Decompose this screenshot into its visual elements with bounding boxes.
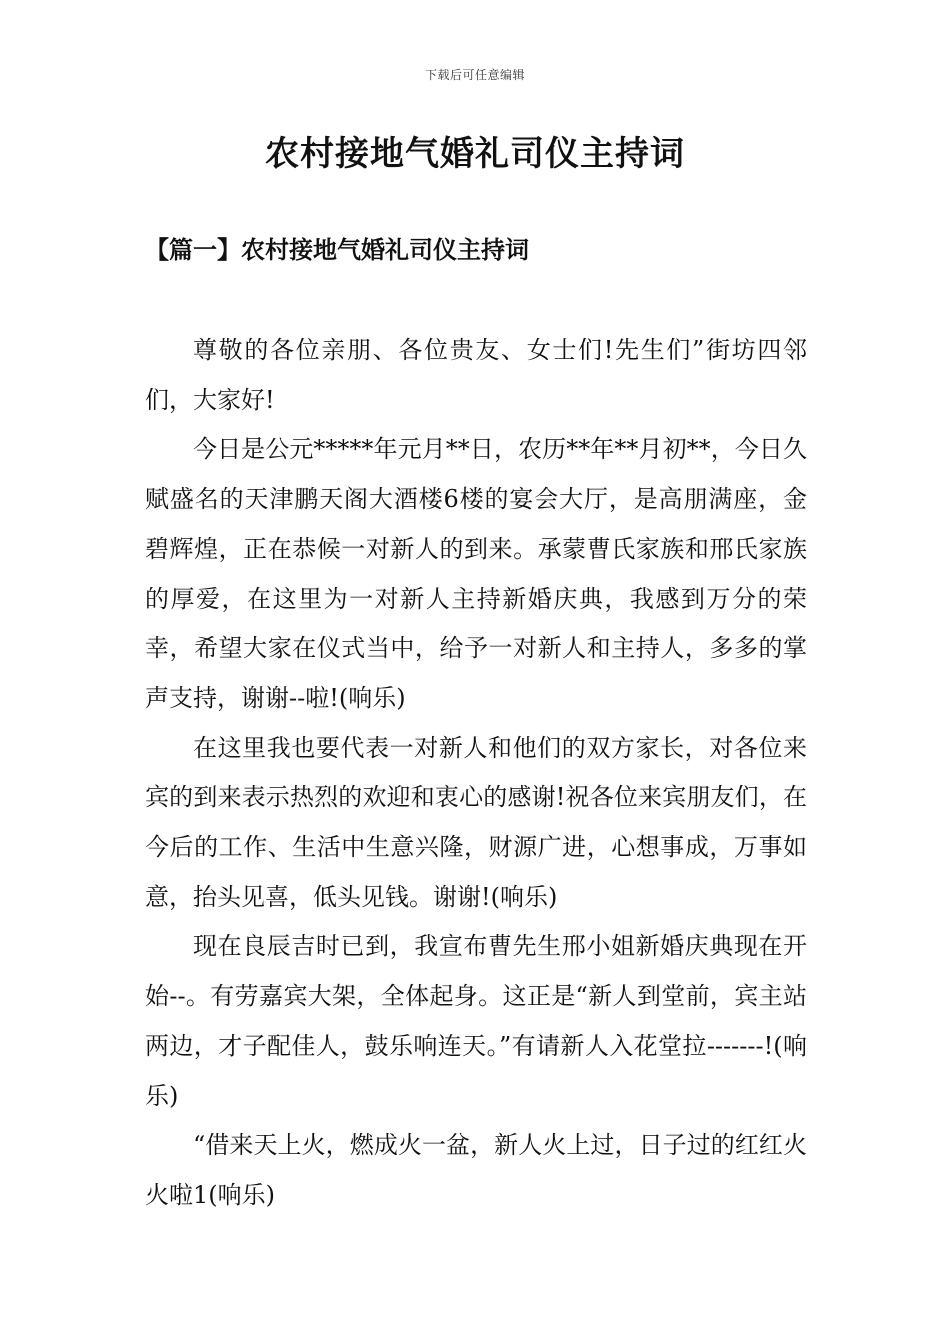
paragraph-greeting: 尊敬的各位亲朋、各位贵友、女士们!先生们”街坊四邻们，大家好! — [145, 336, 807, 414]
document-title: 农村接地气婚礼司仪主持词 — [265, 134, 685, 174]
document-body — [145, 326, 807, 1221]
paragraph-ceremony-start: 现在良辰吉时已到，我宣布曹先生邢小姐新婚庆典现在开始--。有劳嘉宾大架，全体起身。这正是“新人到堂前，宾主站两边，才子配佳人，鼓乐响连天。”有请新人入花堂拉-------!(响乐) — [145, 932, 807, 1110]
header-note: 下载后可任意编辑 — [424, 68, 525, 82]
section-heading: 【篇一】农村接地气婚礼司仪主持词 — [145, 235, 529, 264]
paragraph-fire-basin: “借来天上火，燃成火一盆，新人火上过，日子过的红红火火啦1(响乐) — [145, 1131, 807, 1209]
paragraph-welcome: 在这里我也要代表一对新人和他们的双方家长，对各位来宾的到来表示热烈的欢迎和衷心的感谢!祝各位来宾朋友们，在今后的工作、生活中生意兴隆，财源广进，心想事成，万事如意，抬头见喜，低头见钱。谢谢!(响乐) — [145, 733, 807, 911]
paragraph-venue: 今日是公元*****年元月**日，农历**年**月初**，今日久赋盛名的天津鹏天阁大酒楼6楼的宴会大厅，是高朋满座，金碧辉煌，正在恭候一对新人的到来。承蒙曹氏家族和邢氏家族的厚爱，在这里为一对新人主持新婚庆典，我感到万分的荣幸，希望大家在仪式当中，给予一对新人和主持人，多多的掌声支持，谢谢--啦!(响乐) — [145, 435, 807, 712]
